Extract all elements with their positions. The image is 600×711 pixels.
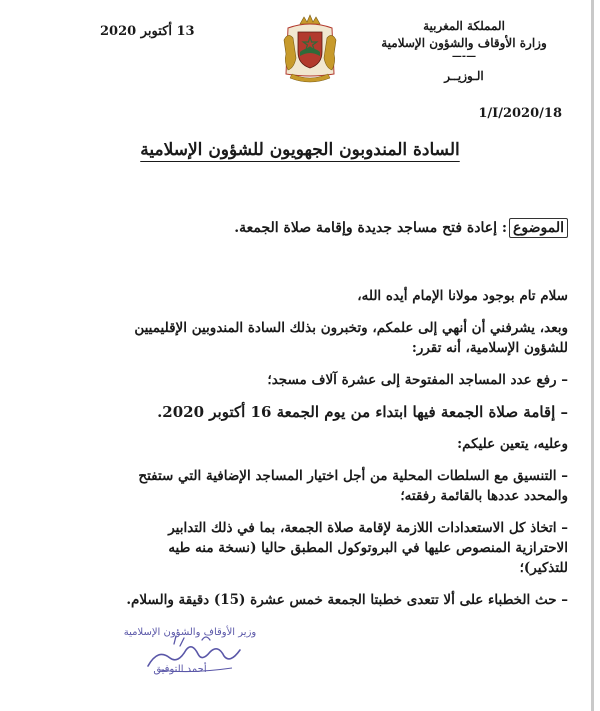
task-item-2-line-1: – اتخاذ كل الاستعدادات اللازمة لإقامة صلاة الجمعة، بما في ذلك التدابير	[168, 520, 568, 536]
signature-title: وزير الأوقاف والشؤون الإسلامية	[123, 627, 257, 638]
greeting-paragraph: سلام تام بوجود مولانا الإمام أيده الله،	[357, 288, 568, 304]
reference-number: 1/I/2020/18	[478, 106, 562, 121]
letter-body	[118, 286, 568, 622]
decision-item-2: – إقامة صلاة الجمعة فيها ابتداء من يوم الجمعة 16 أكتوبر 2020.	[157, 403, 568, 421]
decision-item-1: – رفع عدد المساجد المفتوحة إلى عشرة آلاف مسجد؛	[267, 372, 568, 388]
minister-title: الـوزيــر	[444, 69, 484, 83]
intro-line-2: للشؤون الإسلامية، أنه تقرر:	[411, 340, 568, 356]
subject-label: الموضوع	[509, 218, 568, 238]
letter-date: 13 أكتوبر 2020	[100, 24, 195, 39]
task-item-1-line-1: – التنسيق مع السلطات المحلية من أجل اختيار المساجد الإضافية التي ستفتح	[138, 468, 568, 484]
task-item-2-line-2: الاحترازية المنصوص عليها في البروتوكول المطبق حاليا (نسخة منه طيه للتذكير)؛	[168, 540, 568, 576]
crown-icon	[300, 15, 320, 24]
kingdom-name: المملكة المغربية	[423, 19, 505, 33]
signature-name: أحمد التوفيق	[153, 664, 207, 675]
letterhead	[364, 18, 564, 85]
intro-line-1: وبعد، يشرفني أن أنهي إلى علمكم، وتخبرون بذلك السادة المندوبين الإقليميين	[134, 320, 568, 336]
consequently-line: وعليه، يتعين عليكم:	[457, 436, 568, 452]
signature-block	[120, 622, 270, 702]
subject-line	[234, 220, 568, 236]
coat-of-arms-icon	[278, 14, 342, 84]
header-separator: —-—	[451, 51, 477, 62]
task-item-3: – حث الخطباء على ألا تتعدى خطبتا الجمعة خمس عشرة (15) دقيقة والسلام.	[126, 592, 568, 608]
task-item-1-line-2: والمحدد عددها بالقائمة رفقته؛	[400, 488, 568, 504]
addressee-heading: السادة المندوبون الجهويون للشؤون الإسلامية	[140, 140, 460, 160]
page-edge-line	[591, 0, 594, 711]
subject-text: : إعادة فتح مساجد جديدة وإقامة صلاة الجمعة.	[234, 220, 508, 236]
ministry-name: وزارة الأوقاف والشؤون الإسلامية	[381, 36, 547, 50]
